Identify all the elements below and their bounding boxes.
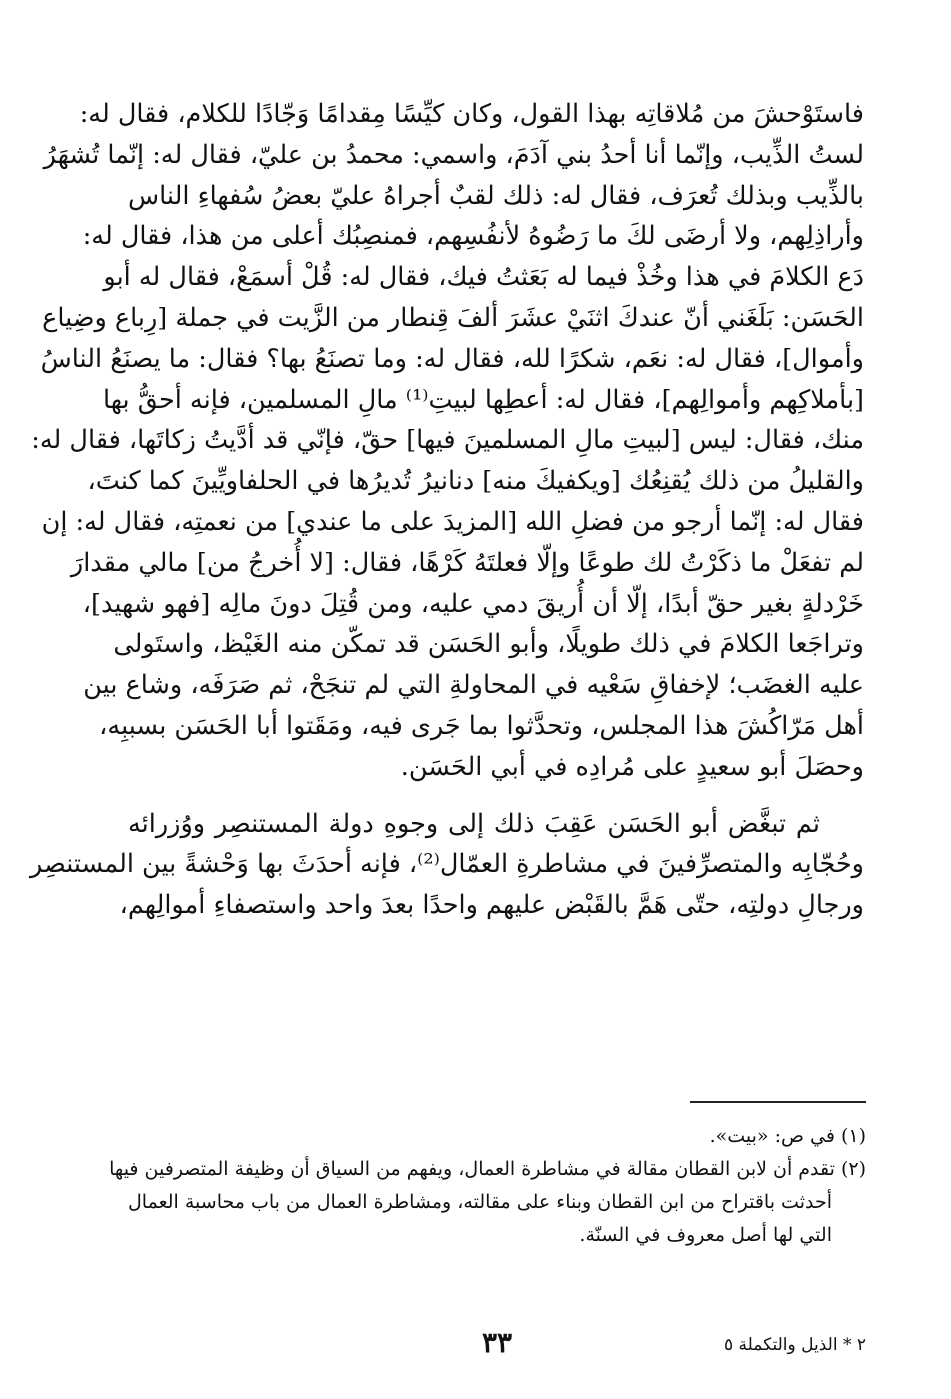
footnote-2 — [109, 1153, 866, 1252]
text-line: أهل مَرّاكُشَ هذا المجلس، وتحدَّثوا بما جَرى فيه، ومَقَتوا أبا الحَسَن بسببِه، — [99, 710, 864, 741]
text-line: ثم تبغَّض أبو الحَسَن عَقِبَ ذلك إلى وجوهِ دولة المستنصِر ووُزرائه — [128, 808, 820, 839]
text-line: ورجالِ دولتِه، حتّى هَمَّ بالقَبْض عليهم واحدًا بعدَ واحد واستصفاءِ أموالِهم، — [119, 890, 864, 921]
footnote-line: أحدثت باقتراح من ابن القطان وبناء على مقالته، ومشاطرة العمال من باب محاسبة العمال — [128, 1191, 832, 1213]
text-line: بالذِّيب وبذلك تُعرَف، فقال له: ذلك لقبٌ أجراهُ عليّ بعضُ سُفهاءِ الناس — [128, 180, 864, 211]
text-line: وحُجّابِه والمتصرِّفينَ في مشاطرةِ العمّال⁽²⁾، فإنه أحدَثَ بها وَحْشةً بين المستنصِر — [30, 849, 864, 880]
text-line: دَع الكلامَ في هذا وخُذْ فيما له بَعَثتُ فيك، فقال له: قُلْ أسمَعْ، فقال له أبو — [103, 262, 864, 293]
page-footer — [128, 1325, 866, 1365]
paragraph-1 — [31, 94, 864, 788]
main-text — [30, 94, 864, 926]
text-line: فقال له: إنّما أرجو من فضلِ الله [المزيدَ على ما عندي] من نعمتِه، فقال له: إن — [41, 506, 864, 537]
text-line: والقليلُ من ذلك يُقنِعُك [ويكفيكَ منه] دنانيرُ تُديرُها في الحلفاويِّينَ كما كنتَ، — [87, 466, 864, 497]
footnote-separator — [690, 1101, 866, 1103]
text-line: فاستَوْحشَ من مُلاقاتِه بهذا القول، وكان كيِّسًا مِقدامًا وَجّادًا للكلام، فقال له: — [79, 99, 864, 129]
text-line: لم تفعَلْ ما ذكَرْتُ لك طوعًا وإلّا فعلتَهُ كَرْهًا، فقال: [لا أُخرجُ من] مالي مقدارَ — [70, 547, 864, 578]
text-line: وأراذِلِهم، ولا أرضَى لكَ ما رَضُوهُ لأنفُسِهم، فمنصِبُك أعلى من هذا، فقال له: — [82, 221, 864, 252]
footnote-line: (٢) تقدم أن لابن القطان مقالة في مشاطرة العمال، ويفهم من السياق أن وظيفة المتصرفين فيها — [109, 1158, 866, 1180]
text-line: [بأملاكِهم وأموالِهم]، فقال له: أعطِها لبيتِ⁽¹⁾ مالِ المسلمين، فإنه أحقُّ بها — [102, 384, 864, 415]
page-number: ٣٣ — [481, 1326, 513, 1359]
footnote-line: التي لها أصل معروف في السنّة. — [579, 1224, 832, 1246]
paragraph-2 — [30, 804, 864, 926]
text-line: وتراجَعا الكلامَ في ذلك طويلًا، وأبو الحَسَن قد تمكّن منه الغَيْظ، واستَولى — [113, 629, 864, 660]
book-signature: ٢ * الذيل والتكملة ٥ — [723, 1335, 866, 1355]
text-line: وأموال]، فقال له: نعَم، شكرًا لله، فقال له: وما تصنَعُ بها؟ فقال: ما يصنَعُ الناسُ — [40, 343, 864, 374]
text-line: لستُ الذِّيب، وإنّما أنا أحدُ بني آدَمَ، واسمي: محمدُ بن عليّ، فقال له: إنّما تُشهَرُ — [43, 139, 864, 170]
text-line: منك، فقال: ليس [لبيتِ مالِ المسلمينَ فيها] حقّ، فإنّي قد أدَّيتُ زكاتَها، فقال له: — [31, 425, 864, 456]
text-line: عليه الغضَب؛ لإخفاقِ سَعْيه في المحاولةِ التي لم تنجَحْ، ثم صَرَفَه، وشاع بين — [83, 670, 864, 701]
footnote-line: (١) في ص: «بيت». — [709, 1125, 866, 1147]
text-line: خَرْدلةٍ بغير حقّ أبدًا، إلّا أن أُريقَ دمي عليه، ومن قُتِلَ دونَ مالِه [فهو شهيد]، — [82, 588, 864, 619]
footnotes — [109, 1120, 866, 1252]
text-line: وحصَلَ أبو سعيدٍ على مُرادِه في أبي الحَسَن. — [400, 751, 864, 782]
text-line: الحَسَن: بَلَغَني أنّ عندكَ اثنَيْ عشَرَ ألفَ قِنطار من الزَّيت في جملة [رِباع وضِياع — [42, 302, 864, 333]
footnote-1 — [128, 1120, 866, 1153]
